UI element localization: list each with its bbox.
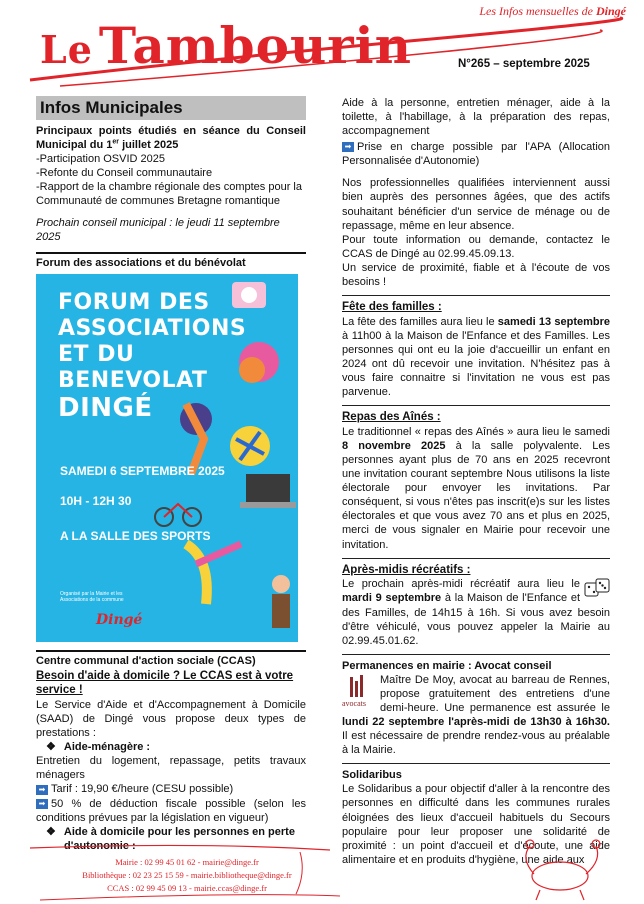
next-council: Prochain conseil municipal : le jeudi 11 septembre 2025 bbox=[36, 217, 280, 244]
dice-icon bbox=[584, 577, 610, 601]
forum-heading: Forum des associations et du bénévolat bbox=[36, 257, 246, 270]
apresmidi-date: mardi 9 septembre bbox=[342, 592, 442, 605]
familles-heading: Fête des familles : bbox=[342, 301, 442, 314]
aines-text-a: Le traditionnel « repas des Aînés » aura lieu le samedi bbox=[342, 425, 610, 438]
aines-text-b: à la salle polyvalente. Les personnes ayant plus de 70 ans en 2025 recevront une invitation courant septembre Nous utilisons la liste électorale pour envoyer les invitations. Par conséquent, si vous n'êtes pas inscrit(e)s sur les listes électorales et que vous avez 70 ans et plus en 2025, merci de vous signaler en Mairie pour recevoir une invitation. bbox=[342, 440, 610, 551]
ccas-deduction bbox=[36, 797, 306, 825]
poster-title-line: FORUM DES bbox=[58, 290, 210, 316]
bullet-label: Aide à domicile pour les personnes en perte d'autonomie : bbox=[63, 825, 295, 852]
conseil-heading-b: juillet 2025 bbox=[119, 138, 179, 151]
footer-bibliotheque: Bibliothèque : 02 23 25 15 59 - mairie.bibliotheque@dinge.fr bbox=[82, 870, 292, 881]
familles-text-a: La fête des familles aura lieu le bbox=[342, 315, 498, 328]
footer-ccas: CCAS : 02 99 45 09 13 - mairie.ccas@dinge.fr bbox=[107, 883, 267, 894]
familles-text-b: à 11h00 à la Maison de l'Enfance et des Familles. Les personnes qui ont eu la joie d'accueillir un enfant en 2024 ont dû recevoir une invitation. N'hésitez pas à vous faire connaitre si l'invitation ne vous est pas parvenue. bbox=[342, 329, 610, 399]
ccas-bullet-aide-menagere bbox=[46, 740, 306, 754]
conseil-heading-sup: er bbox=[112, 138, 120, 146]
ccas-tarif bbox=[36, 782, 306, 796]
footer-mairie: Mairie : 02 99 45 01 62 - mairie@dinge.fr bbox=[115, 857, 259, 867]
poster-place: A LA SALLE DES SPORTS bbox=[60, 529, 211, 544]
conseil-item: -Participation OSVID 2025 bbox=[36, 152, 166, 165]
bullet-label: Aide-ménagère : bbox=[63, 741, 151, 754]
apresmidi-text-a: Le prochain après-midi récréatif aura lieu le bbox=[342, 578, 580, 591]
forum-poster bbox=[36, 274, 298, 642]
ccas-pros: Nos professionnelles qualifiées interviennent aussi bien auprès des personnes âgées, que des actifs souhaitant bénéficier d'un service de ménage ou de repassage, même en leur absence. bbox=[342, 177, 610, 232]
bullet-diamond-icon: ❖ bbox=[46, 825, 56, 838]
tagline-brand: Dingé bbox=[596, 4, 626, 18]
avocat-date: lundi 22 septembre l'après-midi de 13h30 à 16h30. bbox=[342, 716, 610, 729]
issue-number: N°265 – septembre 2025 bbox=[458, 58, 590, 70]
ccas-intro: Le Service d'Aide et d'Accompagnement à Domicile (SAAD) de Dingé vous propose deux types de prestations : bbox=[36, 698, 306, 740]
aines-date: 8 novembre 2025 bbox=[342, 440, 446, 452]
aines-heading: Repas des Aînés : bbox=[342, 411, 441, 424]
masthead bbox=[0, 0, 644, 92]
right-column bbox=[342, 96, 610, 867]
solidaribus-text: Le Solidaribus a pour objectif d'aller à la rencontre des personnes en difficulté dans les communes rurales éloignées des lieux d'accueil habituels du Secours populaire pour leur proposer une solidarité de proximité : un point d'accueil et d'écoute, une aide alimentaire et en produits d'hygiène, une aide aux bbox=[342, 783, 610, 866]
poster-organizer: Organisé par la Mairie et les Associations de la commune bbox=[60, 591, 124, 604]
left-column bbox=[36, 96, 306, 853]
conseil-item: -Refonte du Conseil communautaire bbox=[36, 166, 213, 179]
conseil-heading-a: Principaux points étudiés en séance du Conseil Municipal du 1 bbox=[36, 124, 306, 151]
solidaribus-heading: Solidaribus bbox=[342, 769, 402, 782]
poster-title-line: BENEVOLAT bbox=[58, 367, 208, 393]
bullet-diamond-icon: ❖ bbox=[46, 741, 56, 754]
ccas-contact: Pour toute information ou demande, contactez le CCAS de Dingé au 02.99.45.09.13. bbox=[342, 233, 610, 260]
tarif-text: Tarif : 19,90 €/heure (CESU possible) bbox=[51, 783, 234, 796]
ccas-closing: Un service de proximité, fiable et à l'écoute de vos besoins ! bbox=[342, 261, 610, 288]
ccas-apa bbox=[342, 140, 610, 168]
avocats-logo-text: avocats bbox=[342, 698, 366, 708]
tagline-text: Les Infos mensuelles de bbox=[479, 4, 596, 18]
title-le: Le bbox=[40, 27, 93, 72]
familles-date: samedi 13 septembre bbox=[497, 315, 610, 328]
arrow-right-icon: ➡ bbox=[342, 142, 354, 152]
conseil-item: -Rapport de la chambre régionale des comptes pour la Communauté de communes Bretagne romantique bbox=[36, 181, 302, 208]
avocat-text-b: Il est nécessaire de prendre rendez-vous au préalable à la Mairie. bbox=[342, 730, 610, 757]
deduction-text: 50 % de déduction fiscale possible (selon les conditions prévues par la législation en vigueur) bbox=[36, 797, 306, 824]
poster-title-line: DINGÉ bbox=[58, 393, 153, 424]
poster-date: SAMEDI 6 SEPTEMBRE 2025 bbox=[60, 464, 225, 479]
poster-logo: Dingé bbox=[96, 612, 143, 629]
apresmidi-heading: Après-midis récréatifs : bbox=[342, 563, 471, 576]
ccas-heading: Centre communal d'action sociale (CCAS) bbox=[36, 655, 256, 668]
tagline bbox=[479, 4, 626, 19]
poster-title-line: ASSOCIATIONS bbox=[58, 316, 247, 342]
poster-hours: 10H - 12H 30 bbox=[60, 494, 132, 509]
conseil-heading bbox=[36, 124, 306, 152]
apresmidi-text-b: à la Maison de l'Enfance et des Familles, de 14h15 à 16h. Si vous avez besoin d'être véhiculé, vous pouvez appeler la Mairie au 02.99.45.01.62. bbox=[342, 592, 610, 647]
arrow-right-icon: ➡ bbox=[36, 799, 48, 809]
footer-contacts bbox=[72, 856, 302, 896]
avocat-text bbox=[342, 673, 610, 757]
avocat-heading: Permanences en mairie : Avocat conseil bbox=[342, 659, 552, 672]
avocats-logo bbox=[342, 675, 372, 711]
ccas-bullet2-text: Aide à la personne, entretien ménager, aide à la toilette, à l'habillage, à la préparation des repas, accompagnement bbox=[342, 97, 610, 138]
avocat-text-a: Maître De Moy, avocat au barreau de Rennes, propose gratuitement des entretiens d'une demi-heure. Une permanence est assurée le bbox=[380, 673, 610, 714]
infos-municipales-title: Infos Municipales bbox=[36, 96, 306, 120]
ccas-subheading: Besoin d'aide à domicile ? Le CCAS est à votre service ! bbox=[36, 669, 294, 697]
title-main: Tambourin bbox=[98, 16, 412, 75]
poster-title bbox=[58, 290, 246, 423]
poster-title-line: ET DU bbox=[58, 341, 135, 367]
familles-text bbox=[342, 315, 610, 399]
ccas-bullet1-text: Entretien du logement, repassage, petits travaux ménagers bbox=[36, 755, 306, 782]
apresmidi-text bbox=[342, 577, 610, 647]
arrow-right-icon: ➡ bbox=[36, 785, 48, 795]
footer bbox=[0, 838, 644, 904]
newsletter-title bbox=[40, 14, 412, 78]
aines-text bbox=[342, 425, 610, 552]
apa-text: Prise en charge possible par l'APA (Allocation Personnalisée d'Autonomie) bbox=[342, 141, 610, 168]
